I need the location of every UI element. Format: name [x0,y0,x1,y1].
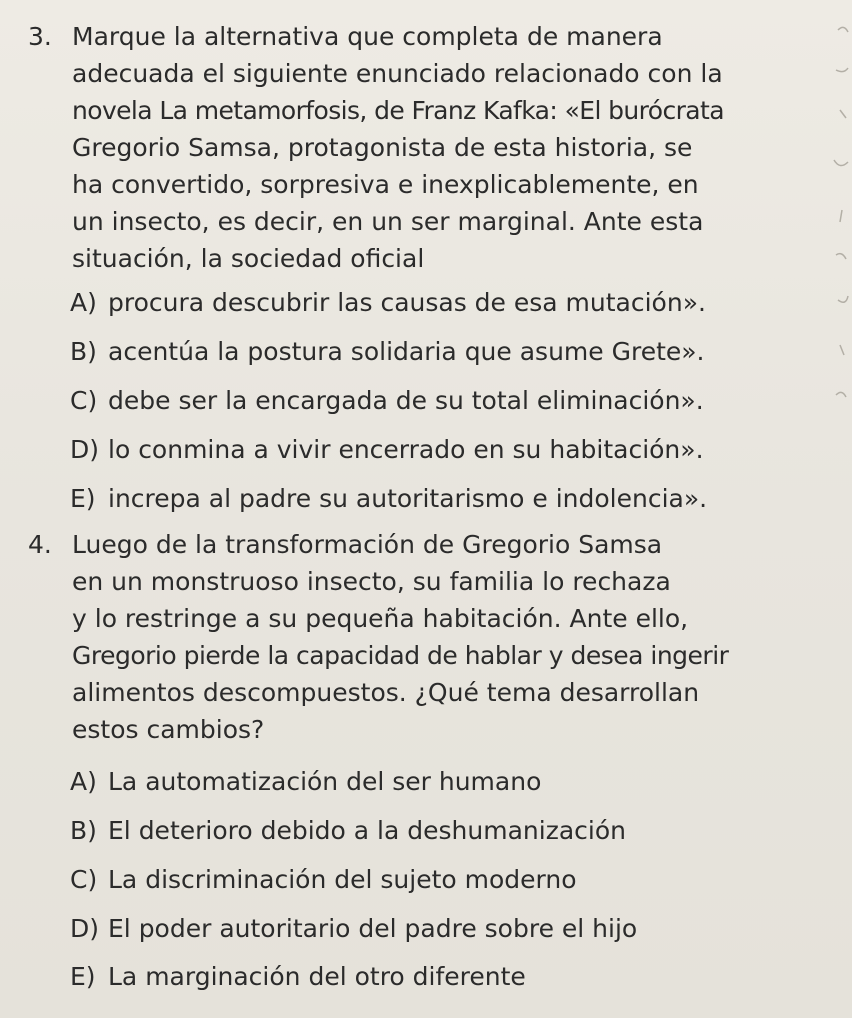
option-letter: E) [70,962,96,991]
option-letter: D) [70,435,100,464]
option-text: increpa al padre su autoritarismo e indolencia». [108,484,708,513]
question-3-line: Gregorio Samsa, protagonista de esta historia, se [72,133,693,162]
option-text: lo conmina a vivir encerrado en su habitación». [108,435,704,464]
question-4-option-c[interactable] [70,861,577,898]
option-letter: B) [70,816,97,845]
question-3-stem [28,18,828,277]
question-4-option-a[interactable] [70,763,541,800]
option-letter: C) [70,865,98,894]
question-3-option-e[interactable] [70,480,707,517]
question-4-stem [28,526,828,748]
option-letter: A) [70,767,97,796]
question-3-line: ha convertido, sorpresiva e inexplicablemente, en [72,170,699,199]
question-4-option-d[interactable] [70,910,637,947]
question-4-line: alimentos descompuestos. ¿Qué tema desarrollan [72,678,700,707]
question-3-line: adecuada el siguiente enunciado relacionado con la [72,59,723,88]
question-4-line-text: Luego de la transformación de Gregorio Samsa [72,530,663,559]
question-4-option-e[interactable] [70,958,526,995]
question-4-line: en un monstruoso insecto, su familia lo rechaza [72,567,671,596]
option-text: La marginación del otro diferente [108,962,526,991]
option-text: La discriminación del sujeto moderno [108,865,577,894]
option-text: El poder autoritario del padre sobre el hijo [108,914,638,943]
question-4-line: y lo restringe a su pequeña habitación. Ante ello, [72,604,689,633]
question-4-line [28,526,828,563]
question-4-number: 4. [28,530,52,559]
option-text: El deterioro debido a la deshumanización [108,816,626,845]
bleed-marks-icon [824,0,852,420]
question-3-option-d[interactable] [70,431,704,468]
option-text: acentúa la postura solidaria que asume Grete». [108,337,705,366]
option-text: procura descubrir las causas de esa mutación». [108,288,706,317]
option-letter: D) [70,914,100,943]
question-4-option-b[interactable] [70,812,626,849]
page-edge-bleed [824,0,852,420]
question-3-option-c[interactable] [70,382,704,419]
question-3-number: 3. [28,22,52,51]
option-letter: C) [70,386,98,415]
question-3-line: un insecto, es decir, en un ser marginal. Ante esta [72,207,704,236]
option-text: La automatización del ser humano [108,767,542,796]
question-3-line: situación, la sociedad oficial [72,244,425,273]
question-3-option-b[interactable] [70,333,705,370]
question-4-line: estos cambios? [72,715,265,744]
question-3-line [28,18,828,55]
question-3-line: novela La metamorfosis, de Franz Kafka: «El burócrata [72,96,724,125]
option-letter: B) [70,337,97,366]
option-letter: A) [70,288,97,317]
question-4-line: Gregorio pierde la capacidad de hablar y desea ingerir [72,641,729,670]
option-letter: E) [70,484,96,513]
option-text: debe ser la encargada de su total eliminación». [108,386,704,415]
question-3-option-a[interactable] [70,284,706,321]
question-3-line-text: Marque la alternativa que completa de manera [72,22,663,51]
